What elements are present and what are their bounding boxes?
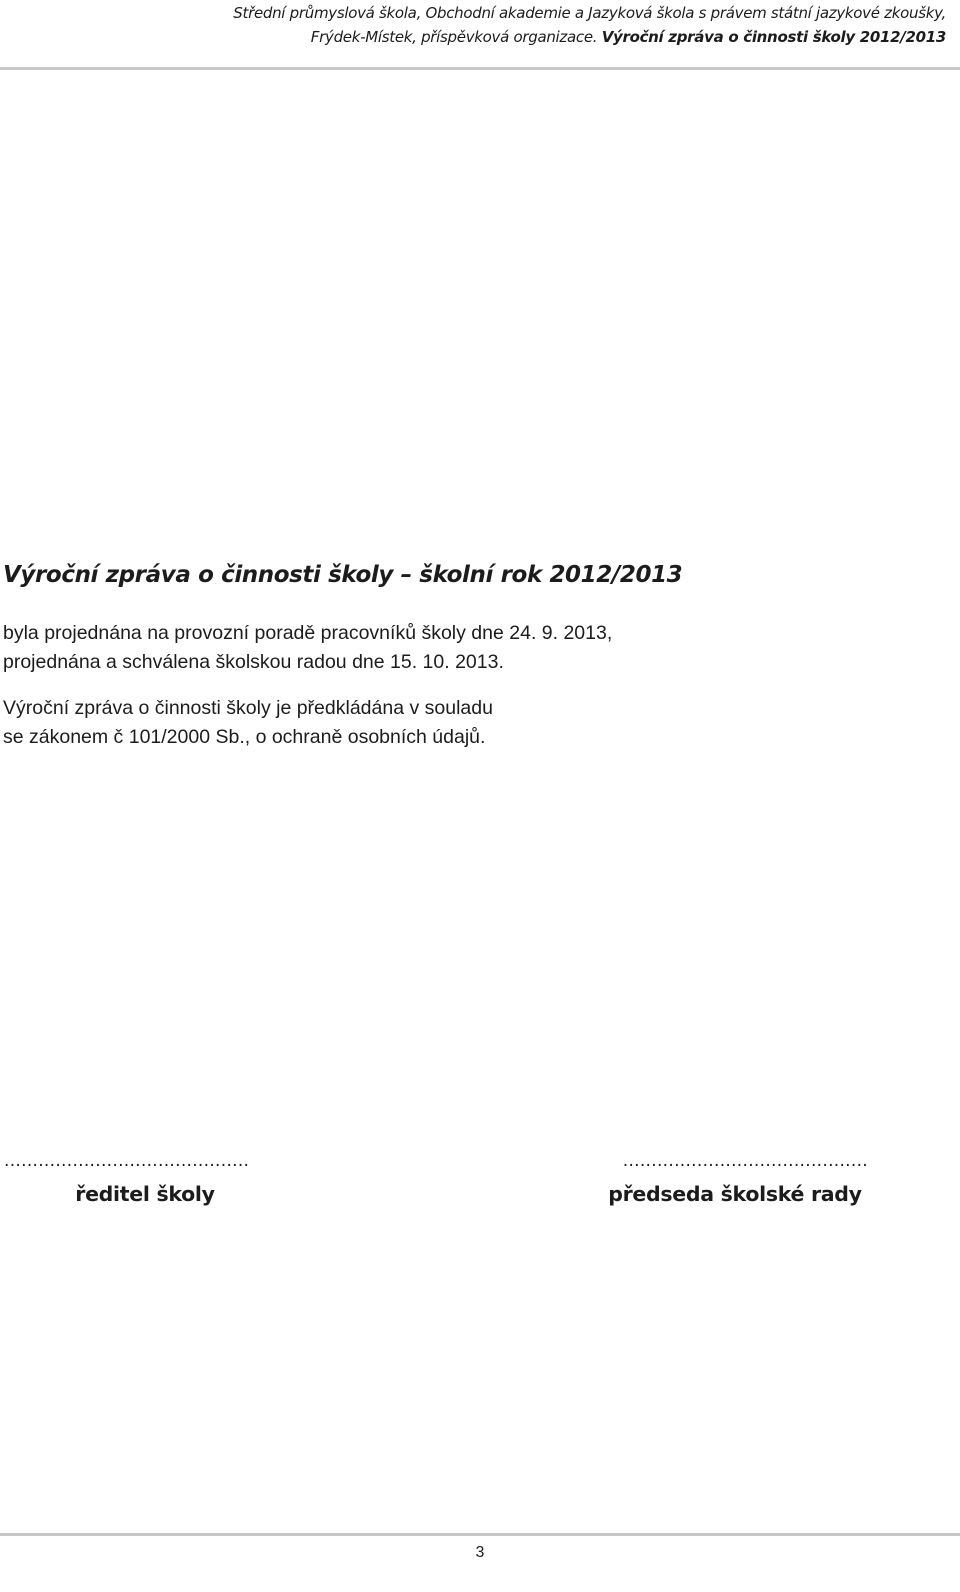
page-number: 3	[475, 1544, 485, 1561]
legal-line-1: Výroční zpráva o činnosti školy je předkládána v souladu	[3, 697, 493, 719]
signature-label-board-chair: předseda školské rady	[608, 1182, 862, 1206]
signature-line-board-chair: ...........................................	[622, 1151, 868, 1171]
running-header	[0, 0, 946, 49]
document-title: Výroční zpráva o činnosti školy – školní rok 2012/2013	[3, 562, 683, 588]
approval-line-2: projednána a schválena školskou radou dne 15. 10. 2013.	[3, 651, 504, 673]
signature-label-director: ředitel školy	[75, 1182, 215, 1206]
signature-board-chair	[580, 1151, 890, 1209]
legal-paragraph	[3, 694, 493, 752]
signature-line-director: ...........................................	[4, 1151, 250, 1171]
signature-director	[0, 1151, 286, 1209]
header-divider	[0, 67, 960, 70]
header-subtitle	[0, 25, 946, 49]
header-report-title: Výroční zpráva o činnosti školy 2012/2013	[601, 28, 946, 46]
footer-divider	[0, 1533, 960, 1536]
header-school-name: Střední průmyslová škola, Obchodní akademie a Jazyková škola s právem státní jazykové zkoušky,	[233, 4, 946, 22]
header-organization: Frýdek-Místek, příspěvková organizace.	[310, 28, 598, 46]
approval-line-1: byla projednána na provozní poradě pracovníků školy dne 24. 9. 2013,	[3, 622, 613, 644]
approval-paragraph	[3, 619, 612, 677]
legal-line-2: se zákonem č 101/2000 Sb., o ochraně osobních údajů.	[3, 726, 486, 748]
